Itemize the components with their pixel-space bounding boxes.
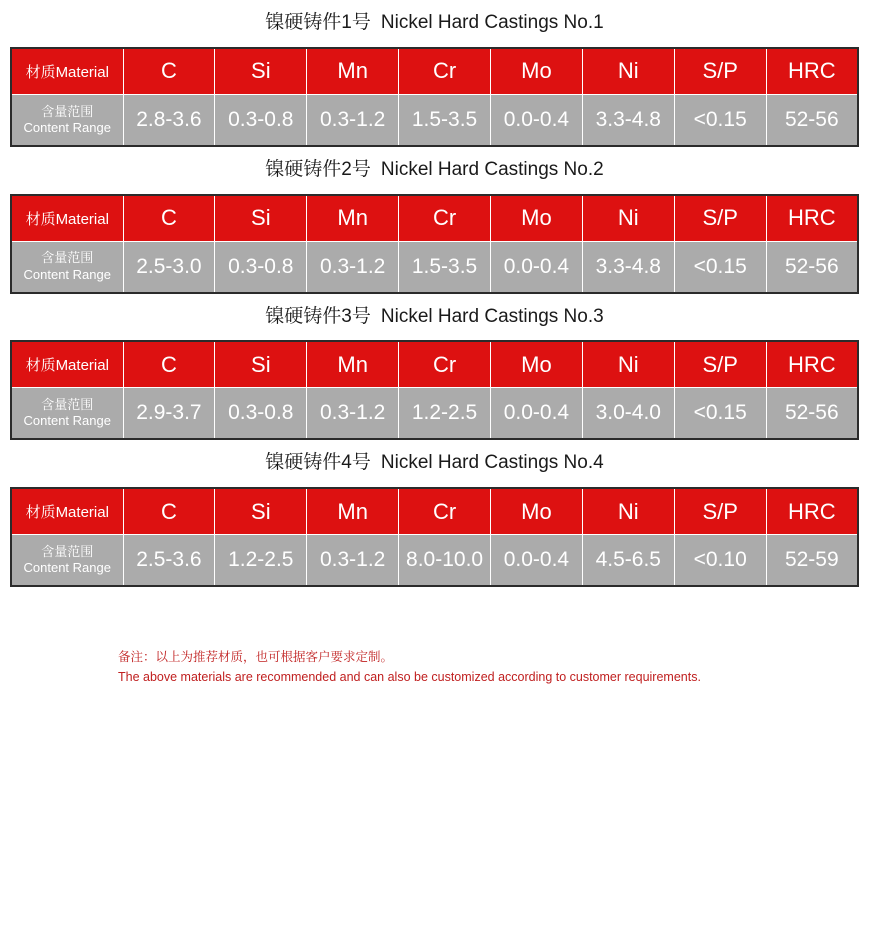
header-cell-cr: Cr	[399, 48, 491, 95]
header-cell-si: Si	[215, 341, 307, 388]
cell-si: 0.3-0.8	[215, 94, 307, 146]
cell-mn: 0.3-1.2	[307, 94, 399, 146]
header-cell-mn: Mn	[307, 195, 399, 242]
row-label-content-range	[11, 241, 123, 293]
cell-hrc: 52-56	[766, 94, 858, 146]
spec-table-2	[10, 194, 859, 294]
cell-mo: 0.0-0.4	[491, 94, 583, 146]
header-cell-ni: Ni	[582, 488, 674, 535]
header-cell-material: 材质Material	[11, 195, 123, 242]
header-cell-c: C	[123, 488, 215, 535]
cell-c: 2.9-3.7	[123, 388, 215, 440]
header-cell-c: C	[123, 341, 215, 388]
header-cell-material: 材质Material	[11, 488, 123, 535]
cell-mo: 0.0-0.4	[491, 535, 583, 587]
row-label-en: Content Range	[23, 560, 111, 576]
header-cell-mo: Mo	[491, 48, 583, 95]
table-header-row	[11, 48, 858, 95]
header-cell-c: C	[123, 195, 215, 242]
footnote-line-cn: 备注：以上为推荐材质，也可根据客户要求定制。	[118, 650, 394, 665]
cell-c: 2.8-3.6	[123, 94, 215, 146]
cell-si: 1.2-2.5	[215, 535, 307, 587]
cell-hrc: 52-56	[766, 241, 858, 293]
row-label-content-range	[11, 388, 123, 440]
header-cell-si: Si	[215, 195, 307, 242]
table-header-row	[11, 488, 858, 535]
header-cell-mo: Mo	[491, 341, 583, 388]
table-title-2	[10, 147, 859, 194]
table-title-en-1: Nickel Hard Castings No.1	[380, 12, 604, 33]
cell-si: 0.3-0.8	[215, 388, 307, 440]
cell-ni: 3.3-4.8	[582, 241, 674, 293]
table-header-row	[11, 195, 858, 242]
spec-table-3	[10, 340, 859, 440]
cell-cr: 1.5-3.5	[399, 94, 491, 146]
cell-cr: 1.2-2.5	[399, 388, 491, 440]
table-title-cn-1: 镍硬铸件1号	[265, 12, 371, 33]
row-label-content-range	[11, 535, 123, 587]
row-label-cn: 含量范围	[41, 397, 94, 413]
header-cell-ni: Ni	[582, 341, 674, 388]
spec-table-block-3	[10, 294, 859, 441]
table-header-row	[11, 341, 858, 388]
header-cell-ni: Ni	[582, 48, 674, 95]
table-title-1	[10, 0, 859, 47]
table-title-en-4: Nickel Hard Castings No.4	[380, 452, 604, 474]
header-cell-cr: Cr	[399, 341, 491, 388]
header-cell-cr: Cr	[399, 488, 491, 535]
row-label-en: Content Range	[23, 266, 111, 282]
header-cell-ni: Ni	[582, 195, 674, 242]
header-cell-sp: S/P	[674, 195, 766, 242]
row-label-cn: 含量范围	[41, 103, 94, 119]
table-title-cn-2: 镍硬铸件2号	[265, 158, 371, 180]
table-title-3	[10, 294, 859, 341]
header-cell-mn: Mn	[307, 488, 399, 535]
cell-hrc: 52-59	[766, 535, 858, 587]
cell-cr: 8.0-10.0	[399, 535, 491, 587]
cell-mo: 0.0-0.4	[491, 388, 583, 440]
table-title-en-3: Nickel Hard Castings No.3	[380, 305, 604, 327]
row-label-en: Content Range	[23, 119, 111, 135]
table-row	[11, 535, 858, 587]
header-cell-sp: S/P	[674, 48, 766, 95]
spec-table-block-2	[10, 147, 859, 294]
header-cell-mo: Mo	[491, 488, 583, 535]
header-cell-mn: Mn	[307, 48, 399, 95]
header-cell-cr: Cr	[399, 195, 491, 242]
header-cell-si: Si	[215, 48, 307, 95]
header-cell-material: 材质Material	[11, 48, 123, 95]
footnote	[10, 647, 859, 687]
table-row	[11, 388, 858, 440]
table-title-cn-3: 镍硬铸件3号	[265, 305, 371, 327]
spec-table-block-4	[10, 440, 859, 587]
table-row	[11, 94, 858, 146]
header-cell-hrc: HRC	[766, 48, 858, 95]
table-title-4	[10, 440, 859, 487]
cell-c: 2.5-3.0	[123, 241, 215, 293]
cell-sp: <0.10	[674, 535, 766, 587]
cell-cr: 1.5-3.5	[399, 241, 491, 293]
cell-sp: <0.15	[674, 94, 766, 146]
row-label-content-range	[11, 94, 123, 146]
cell-mn: 0.3-1.2	[307, 535, 399, 587]
cell-sp: <0.15	[674, 241, 766, 293]
header-cell-sp: S/P	[674, 488, 766, 535]
cell-sp: <0.15	[674, 388, 766, 440]
cell-mn: 0.3-1.2	[307, 241, 399, 293]
header-cell-hrc: HRC	[766, 195, 858, 242]
row-label-cn: 含量范围	[41, 543, 94, 559]
header-cell-sp: S/P	[674, 341, 766, 388]
table-title-cn-4: 镍硬铸件4号	[265, 452, 371, 474]
spec-table-1	[10, 47, 859, 147]
row-label-en: Content Range	[23, 413, 111, 429]
cell-mn: 0.3-1.2	[307, 388, 399, 440]
header-cell-si: Si	[215, 488, 307, 535]
header-cell-material: 材质Material	[11, 341, 123, 388]
spec-table-4	[10, 487, 859, 587]
cell-c: 2.5-3.6	[123, 535, 215, 587]
cell-hrc: 52-56	[766, 388, 858, 440]
cell-si: 0.3-0.8	[215, 241, 307, 293]
row-label-cn: 含量范围	[41, 250, 94, 266]
header-cell-c: C	[123, 48, 215, 95]
cell-ni: 3.0-4.0	[582, 388, 674, 440]
spec-table-block-1	[10, 0, 859, 147]
table-title-en-2: Nickel Hard Castings No.2	[380, 158, 604, 180]
cell-ni: 3.3-4.8	[582, 94, 674, 146]
cell-mo: 0.0-0.4	[491, 241, 583, 293]
header-cell-hrc: HRC	[766, 341, 858, 388]
cell-ni: 4.5-6.5	[582, 535, 674, 587]
header-cell-hrc: HRC	[766, 488, 858, 535]
table-row	[11, 241, 858, 293]
header-cell-mn: Mn	[307, 341, 399, 388]
footnote-line-en: The above materials are recommended and can also be customized according to customer requirements.	[118, 670, 701, 685]
header-cell-mo: Mo	[491, 195, 583, 242]
